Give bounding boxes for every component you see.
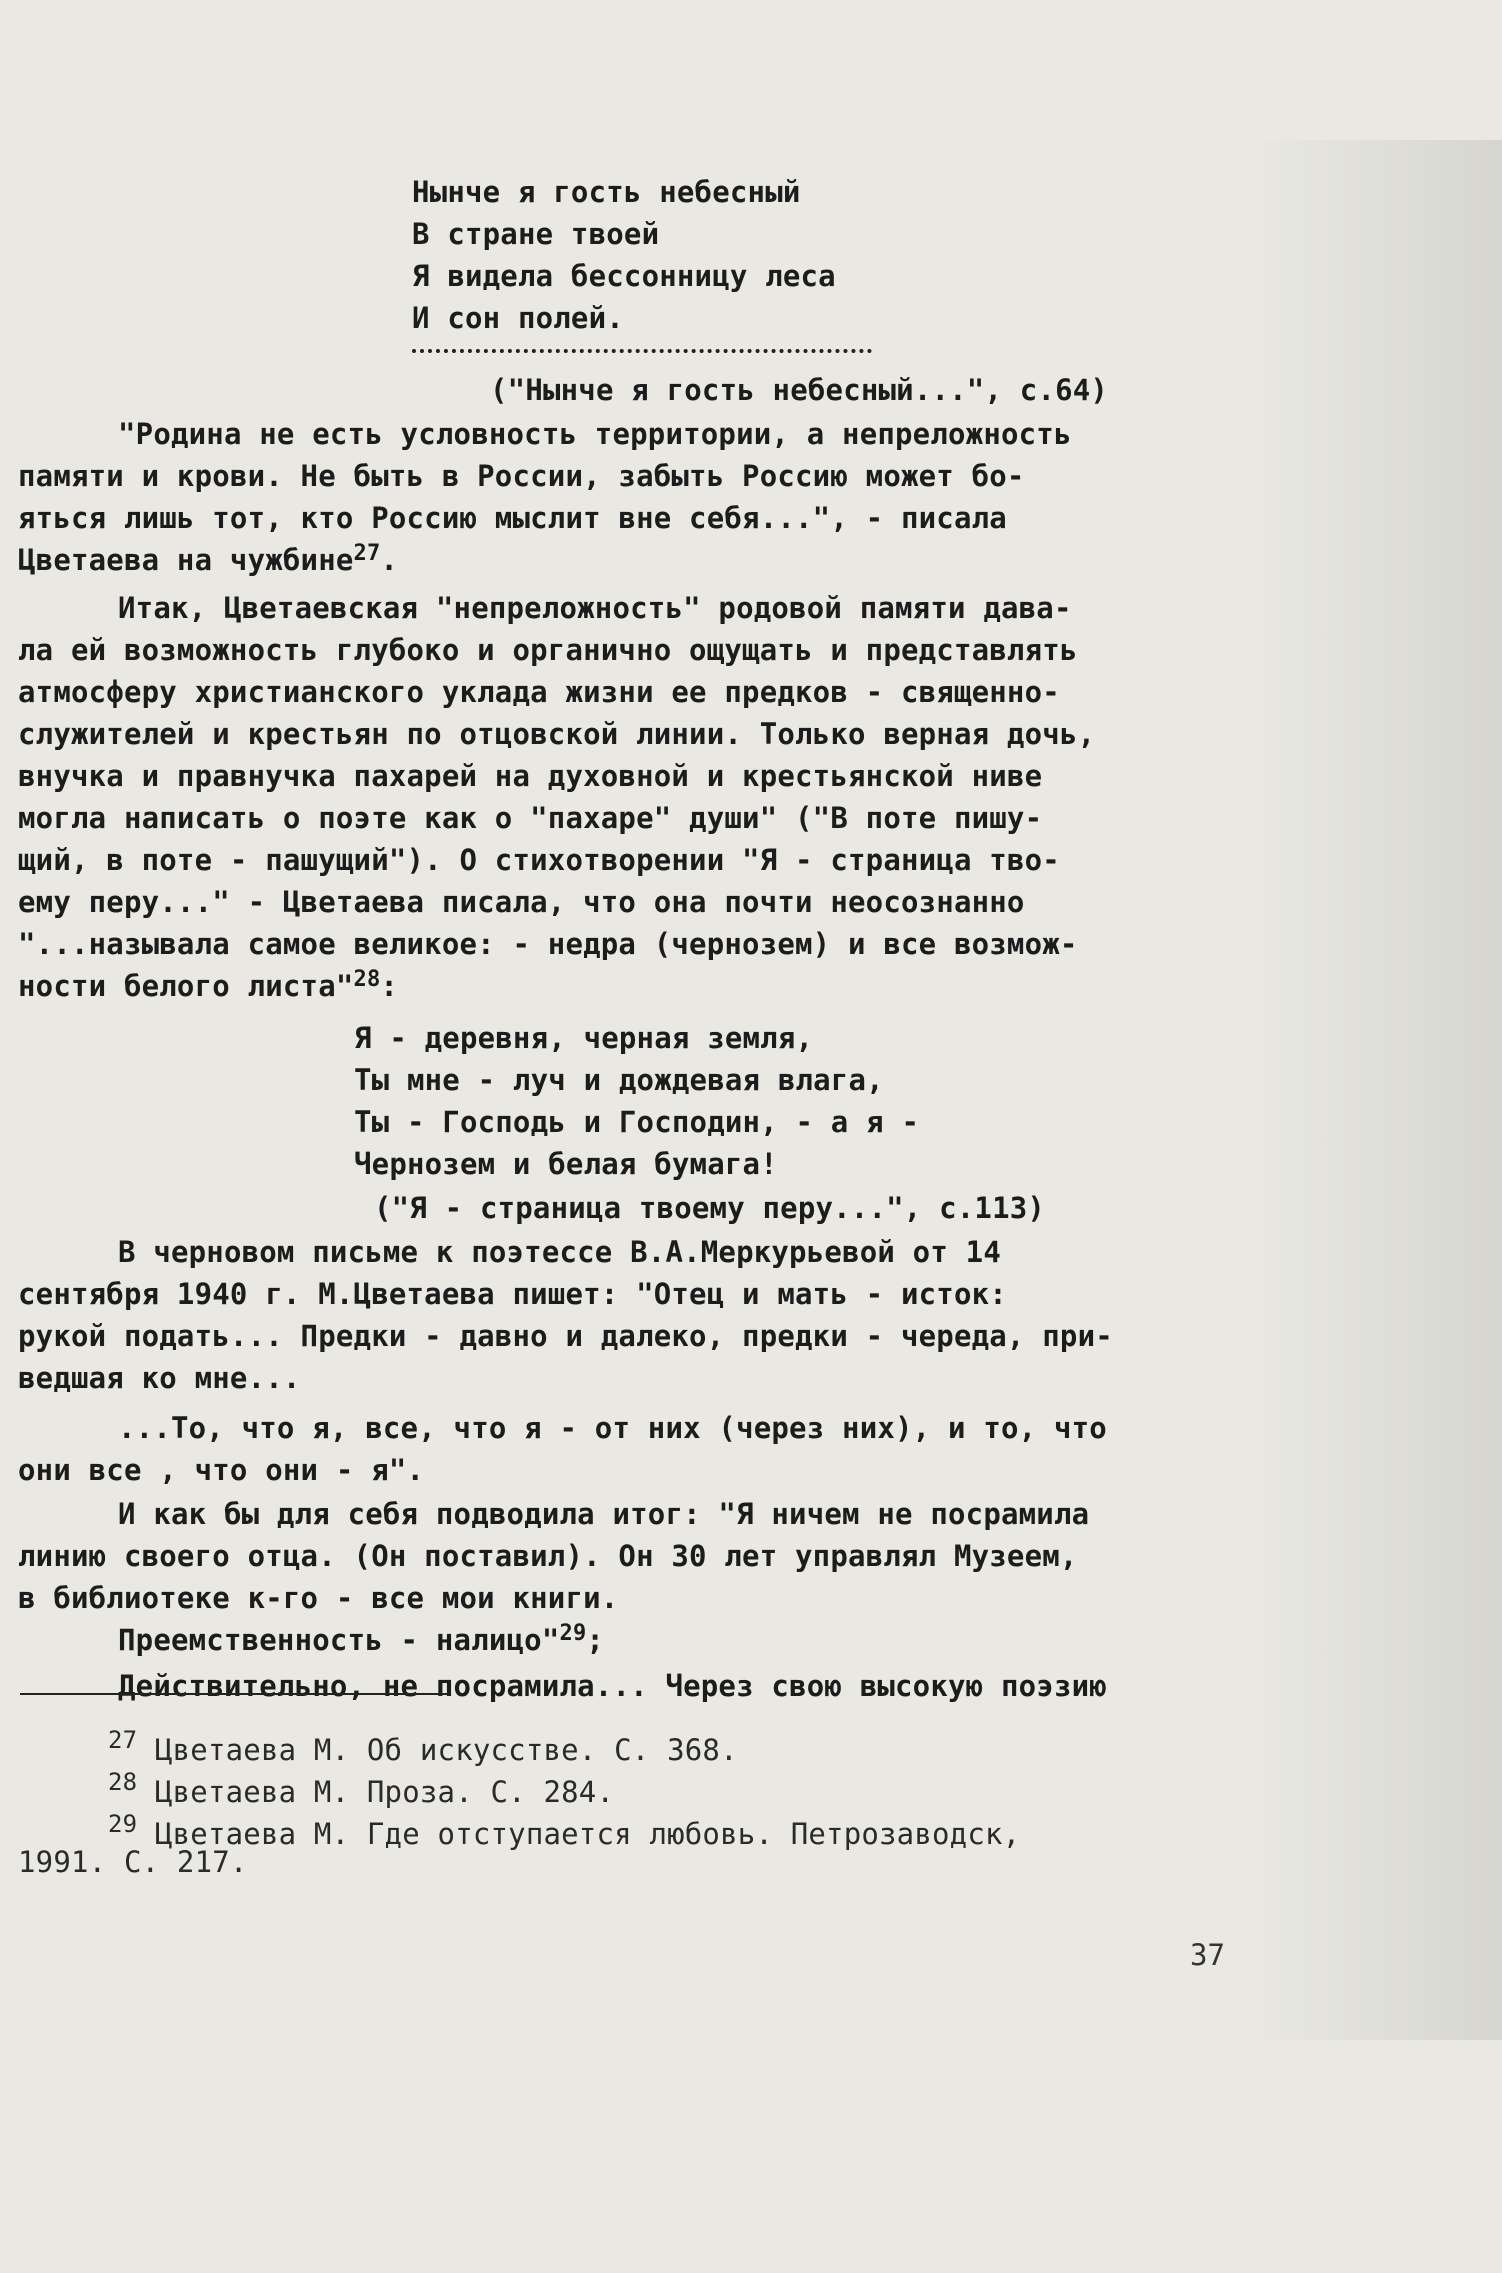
paragraph2-line-8: ему перу..." - Цветаева писала, что она почти неосознанно	[18, 885, 1025, 919]
footnote-29-continuation: 1991. С. 217.	[18, 1845, 248, 1879]
footnote-29	[108, 1804, 1021, 1851]
paragraph1-line-3: яться лишь тот, кто Россию мыслит вне себя...", - писала	[18, 501, 1007, 535]
paragraph5-text: Преемственность - налицо"	[118, 1623, 560, 1657]
paragraph5-end: ;	[586, 1623, 605, 1657]
paragraph4-line-1: ...То, что я, все, что я - от них (через них), и то, что	[118, 1411, 1107, 1445]
poem2-line-4: Чернозем и белая бумага!	[354, 1147, 778, 1181]
footnote-27-text: Цветаева М. Об искусстве. С. 368.	[154, 1733, 738, 1767]
paragraph2-line-6: могла написать о поэте как о "пахаре" души" ("В поте пишу-	[18, 801, 1043, 835]
footnote-29-number: 29	[108, 1810, 138, 1838]
paragraph1-end: .	[380, 543, 399, 577]
poem2-line-1: Я - деревня, черная земля,	[354, 1021, 814, 1055]
footnote-ref-27: 27	[353, 541, 381, 566]
paragraph2-line-10	[18, 966, 398, 1006]
poem2-source: ("Я - страница твоему перу...", с.113)	[374, 1191, 1046, 1225]
paragraph1-line-2: памяти и крови. Не быть в России, забыть Россию может бо-	[18, 459, 1025, 493]
paragraph5-line-4	[118, 1620, 604, 1660]
bleed-through-shadow	[1250, 140, 1502, 2040]
footnote-29-text: Цветаева М. Где отступается любовь. Петрозаводск,	[154, 1817, 1021, 1851]
paragraph3-line-2: сентября 1940 г. М.Цветаева пишет: "Отец и мать - исток:	[18, 1277, 1007, 1311]
paragraph3-line-4: ведшая ко мне...	[18, 1361, 301, 1395]
poem1-line-3: Я видела бессонницу леса	[412, 259, 836, 293]
footnote-rule	[20, 1693, 450, 1695]
paragraph3-line-1: В черновом письме к поэтессе В.А.Меркурьевой от 14	[118, 1235, 1001, 1269]
paragraph2-line-2: ла ей возможность глубоко и органично ощущать и представлять	[18, 633, 1078, 667]
poem1-line-2: В стране твоей	[412, 217, 660, 251]
paragraph2-line-9: "...называла самое великое: - недра (чернозем) и все возмож-	[18, 927, 1078, 961]
paragraph2-line-4: служителей и крестьян по отцовской линии. Только верная дочь,	[18, 717, 1096, 751]
dotted-separator	[412, 349, 872, 353]
poem1-line-1: Нынче я гость небесный	[412, 175, 801, 209]
footnote-ref-28: 28	[353, 967, 381, 992]
footnote-ref-29: 29	[559, 1621, 587, 1646]
paragraph3-line-3: рукой подать... Предки - давно и далеко, предки - череда, при-	[18, 1319, 1113, 1353]
paragraph5-line-3: в библиотеке к-го - все мои книги.	[18, 1581, 619, 1615]
footnote-28-number: 28	[108, 1768, 138, 1796]
paragraph1-line-4	[18, 540, 398, 580]
paragraph4-line-2: они все , что они - я".	[18, 1453, 425, 1487]
poem1-line-4: И сон полей.	[412, 301, 624, 335]
poem2-line-2: Ты мне - луч и дождевая влага,	[354, 1063, 884, 1097]
paragraph5-line-1: И как бы для себя подводила итог: "Я ничем не посрамила	[118, 1497, 1090, 1531]
paragraph2-line-5: внучка и правнучка пахарей на духовной и крестьянской ниве	[18, 759, 1043, 793]
paragraph2-line-7: щий, в поте - пашущий"). О стихотворении "Я - страница тво-	[18, 843, 1060, 877]
poem1-source: ("Нынче я гость небесный...", с.64)	[490, 373, 1109, 407]
paragraph6-line-1: Действительно, не посрамила... Через свою высокую поэзию	[118, 1669, 1107, 1703]
footnote-28-text: Цветаева М. Проза. С. 284.	[154, 1775, 615, 1809]
paragraph2-line-1: Итак, Цветаевская "непреложность" родовой памяти дава-	[118, 591, 1072, 625]
paragraph1-text: Цветаева на чужбине	[18, 543, 354, 577]
poem2-line-3: Ты - Господь и Господин, - а я -	[354, 1105, 920, 1139]
paragraph1-line-1: "Родина не есть условность территории, а непреложность	[118, 417, 1072, 451]
footnote-27	[108, 1720, 738, 1767]
page-number: 37	[1190, 1938, 1225, 1972]
paragraph2-text: ности белого листа"	[18, 969, 354, 1003]
footnote-27-number: 27	[108, 1726, 138, 1754]
paragraph5-line-2: линию своего отца. (Он поставил). Он 30 лет управлял Музеем,	[18, 1539, 1078, 1573]
paragraph2-end: :	[380, 969, 399, 1003]
paragraph2-line-3: атмосферу христианского уклада жизни ее предков - священно-	[18, 675, 1060, 709]
footnote-28	[108, 1762, 615, 1809]
